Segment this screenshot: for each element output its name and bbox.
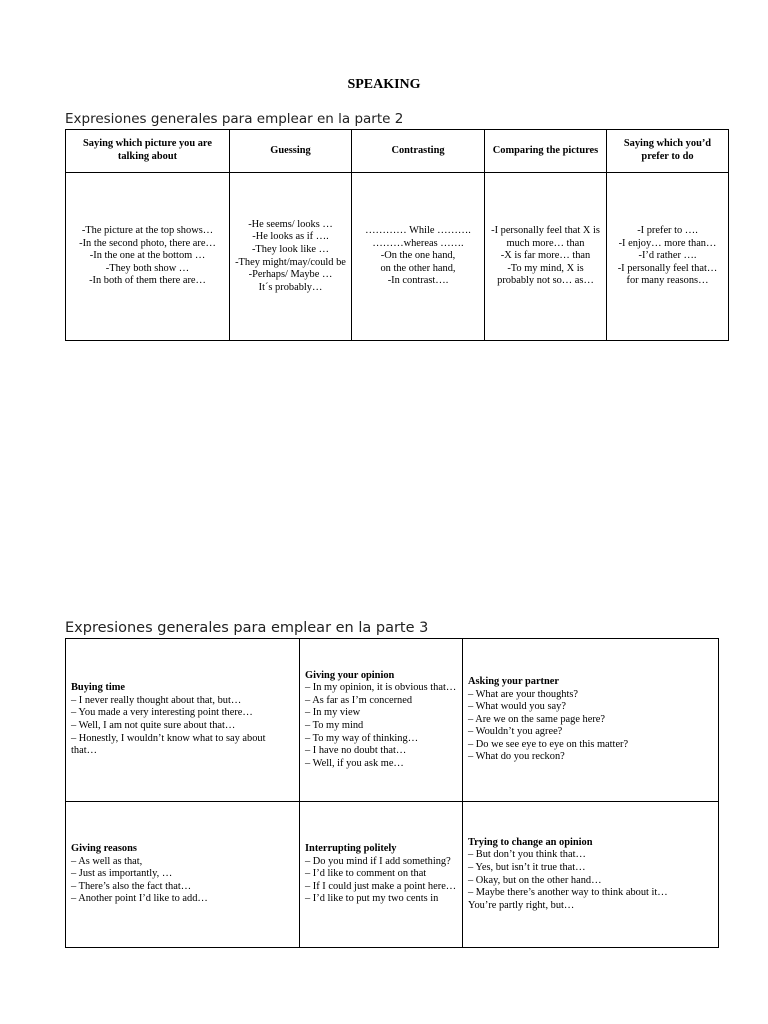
expression-cell [300, 802, 463, 948]
cell-title: Giving reasons [71, 843, 137, 855]
cell-title: Giving your opinion [305, 669, 395, 681]
expression-line: It´s probably… [258, 281, 323, 293]
expression-cell [230, 173, 352, 341]
expression-line: -In the second photo, there are… [79, 237, 216, 249]
expression-line: – Do we see eye to eye on this matter? [468, 738, 629, 750]
expression-line: – Well, if you ask me… [305, 757, 404, 769]
expression-cell [485, 173, 607, 341]
expression-line: -They look like … [251, 243, 330, 255]
expression-cell [463, 639, 719, 802]
cell-title: Trying to change an opinion [468, 836, 593, 848]
expression-line: – Just as importantly, … [71, 868, 173, 880]
expression-line: – If I could just make a point here… [305, 880, 457, 892]
cell-title: Interrupting politely [305, 843, 397, 855]
expression-line: – But don’t you think that… [468, 849, 586, 861]
cell-title: Asking your partner [468, 675, 560, 687]
expression-line: -He looks as if …. [252, 231, 329, 243]
expression-line: – To my way of thinking… [305, 732, 419, 744]
expression-line: -I’d rather …. [638, 250, 697, 262]
table-row [66, 802, 719, 948]
expression-line: -X is far more… than [500, 250, 591, 262]
expression-line: – Do you mind if I add something? [305, 855, 451, 867]
expression-line: – Honestly, I wouldn’t know what to say about that… [71, 732, 266, 757]
expression-line: – I have no doubt that… [305, 745, 407, 757]
expression-line: on the other hand, [380, 262, 456, 274]
expression-line: ………… While ………. [365, 225, 471, 237]
expression-line: – I’d like to put my two cents in [305, 893, 439, 905]
expression-line: – Wouldn’t you agree? [468, 726, 563, 738]
header-saying-which-picture: Saying which picture you are talking about [66, 130, 230, 173]
expression-line: – What are your thoughts? [468, 688, 579, 700]
expression-line: – In my opinion, it is obvious that… [305, 682, 457, 694]
expression-line: – Are we on the same page here? [468, 713, 606, 725]
expression-line: -In the one at the bottom … [89, 250, 206, 262]
expression-line: – Okay, but on the other hand… [468, 874, 602, 886]
expression-cell [607, 173, 729, 341]
expression-line: -On the one hand, [380, 250, 456, 262]
page-title: SPEAKING [347, 77, 421, 92]
expression-line: ………whereas ……. [372, 237, 464, 249]
part-3-expressions-table [65, 638, 719, 948]
expression-line: -They both show … [105, 262, 190, 274]
section-heading-part-2: Expresiones generales para emplear en la parte 2 [65, 111, 404, 127]
header-saying-preference: Saying which you’d prefer to do [607, 130, 729, 173]
table-header-row [66, 130, 729, 173]
expression-line: -I enjoy… more than… [618, 237, 717, 249]
expression-line: – Well, I am not quite sure about that… [71, 720, 236, 731]
expression-line: -He seems/ looks … [248, 218, 333, 230]
header-guessing: Guessing [230, 130, 352, 173]
expression-cell [300, 639, 463, 802]
expression-line: – To my mind [305, 720, 364, 731]
expression-cell [463, 802, 719, 948]
expression-line: – What would you say? [468, 701, 566, 713]
expression-line: -I personally feel that… for many reasons… [617, 262, 718, 287]
expression-line: – Yes, but isn’t it true that… [468, 861, 586, 873]
part-2-expressions-table [65, 129, 729, 341]
expression-line: – There’s also the fact that… [71, 880, 192, 892]
expression-line: – I’d like to comment on that [305, 868, 427, 880]
expression-line: – In my view [305, 707, 361, 719]
cell-title: Buying time [71, 682, 125, 694]
expression-line: – Another point I’d like to add… [71, 893, 208, 905]
expression-line: -They might/may/could be [235, 256, 346, 268]
expression-line: -In both of them there are… [89, 275, 206, 287]
expression-line: – I never really thought about that, but… [71, 694, 242, 706]
table-row [66, 639, 719, 802]
expression-line: You’re partly right, but… [468, 899, 575, 911]
expression-line: -In contrast…. [387, 275, 449, 287]
table-body-row [66, 173, 729, 341]
expression-line: -I personally feel that X is much more… than [491, 225, 600, 249]
expression-cell [66, 639, 300, 802]
expression-line: -The picture at the top shows… [81, 225, 214, 237]
expression-cell [352, 173, 485, 341]
expression-line: -Perhaps/ Maybe … [248, 269, 333, 281]
expression-line: – As far as I’m concerned [305, 694, 413, 706]
header-contrasting: Contrasting [352, 130, 485, 173]
expression-line: – Maybe there’s another way to think about it… [468, 887, 668, 899]
expression-cell [66, 173, 230, 341]
expression-line: -To my mind, X is probably not so… as… [497, 262, 594, 287]
expression-line: -I prefer to …. [637, 225, 698, 237]
expression-line: – You made a very interesting point there… [71, 707, 253, 719]
expression-line: – As well as that, [71, 855, 143, 867]
section-heading-part-3: Expresiones generales para emplear en la parte 3 [65, 620, 429, 636]
header-comparing-pictures: Comparing the pictures [485, 130, 607, 173]
expression-cell [66, 802, 300, 948]
expression-line: – What do you reckon? [468, 751, 565, 763]
